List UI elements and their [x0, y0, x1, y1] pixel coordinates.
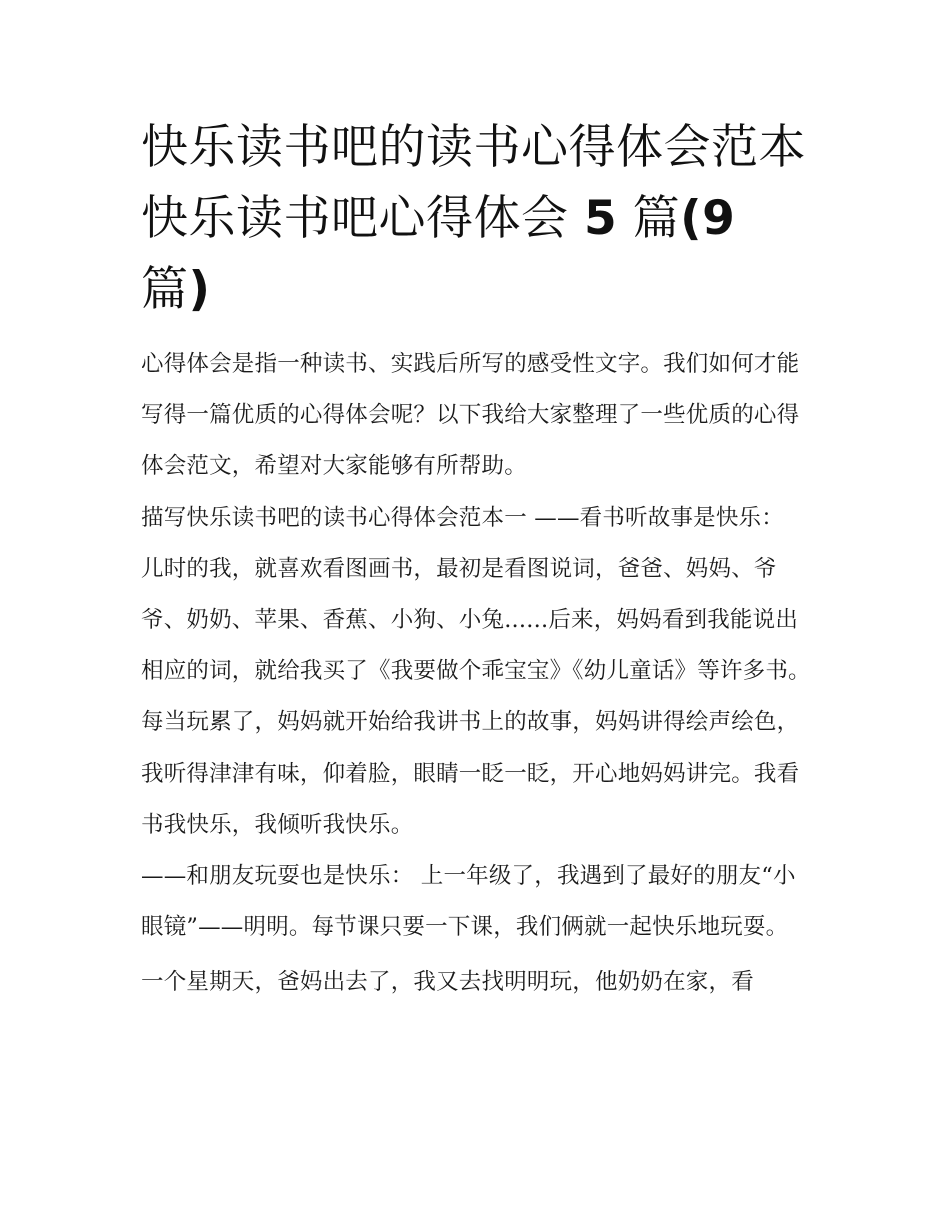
title-text-1: 快乐读书吧的读书心得体会范本 快乐读书吧心得体会 [141, 120, 806, 246]
paragraph-intro: 心得体会是指一种读书、实践后所写的感受性文字。我们如何才能写得一篇优质的心得体会呢？以下我给大家整理了一些优质的心得体会范文，希望对大家能够有所帮助。 [141, 351, 800, 480]
paragraph-sunday: 一个星期天，爸妈出去了，我又去找明明玩，他奶奶在家，看 [141, 969, 754, 996]
title-text-3: 篇 [141, 262, 189, 317]
title-close-paren: ) [188, 262, 211, 317]
title-count-2: (9 [680, 191, 736, 246]
title-text-2: 篇 [632, 191, 681, 246]
document-title [141, 112, 813, 325]
paragraph-friend: ——和朋友玩耍也是快乐： 上一年级了，我遇到了最好的朋友“小眼镜”——明明。每节课只要一下课，我们俩就一起快乐地玩耍。 [141, 863, 796, 941]
document-body [141, 339, 813, 1009]
document-page [141, 112, 813, 1009]
paragraph-childhood: 儿时的我，就喜欢看图画书，最初是看图说词，爸爸、妈妈、爷爷、奶奶、苹果、香蕉、小狗、小兔......后来，妈妈看到我能说出相应的词，就给我买了《我要做个乖宝宝》《幼儿童话》等许多书。每当玩累了，妈妈就开始给我讲书上的故事，妈妈讲得绘声绘色，我听得津津有味，仰着脸，眼睛一眨一眨，开心地妈妈讲完。我看书我快乐，我倾听我快乐。 [141, 555, 811, 838]
paragraph-section-heading: 描写快乐读书吧的读书心得体会范本一 ——看书听故事是快乐： [141, 504, 784, 531]
title-count: 5 [583, 191, 618, 246]
